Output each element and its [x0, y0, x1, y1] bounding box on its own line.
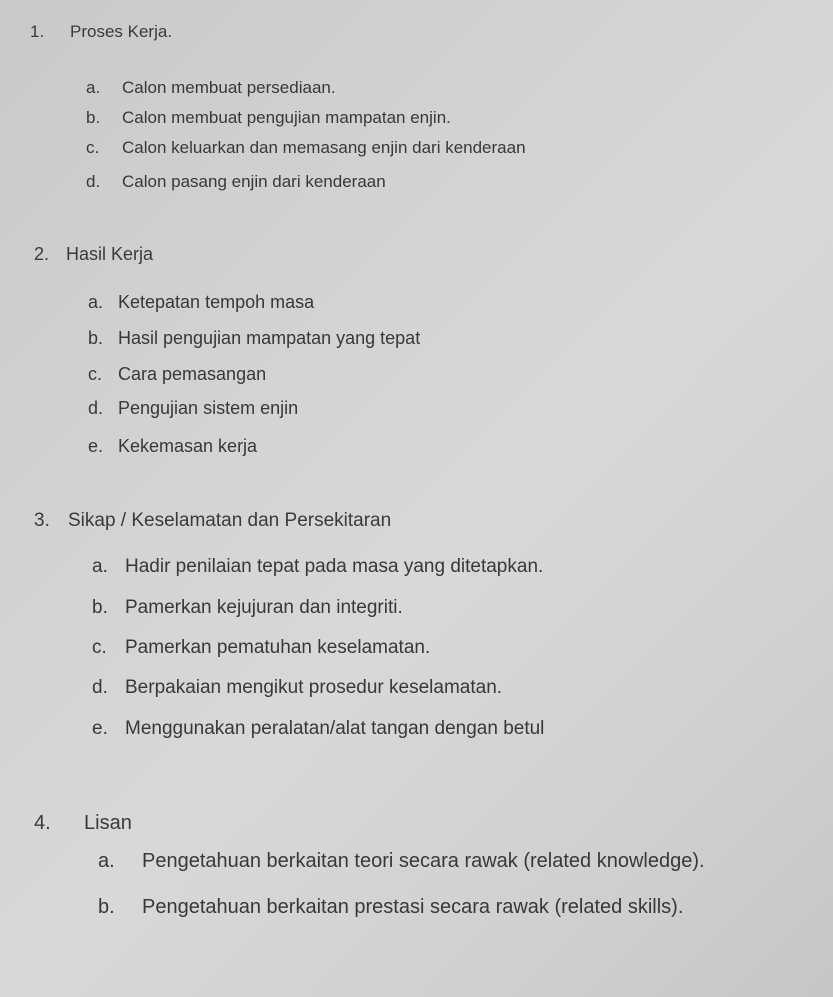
item-text: Pengetahuan berkaitan teori secara rawak (related knowledge).	[142, 850, 705, 872]
section-4-heading	[34, 812, 132, 835]
item-text: Calon pasang enjin dari kenderaan	[122, 172, 386, 191]
item-text: Pamerkan pematuhan keselamatan.	[125, 637, 431, 658]
item-letter: e.	[88, 436, 104, 456]
section-3-title: Sikap / Keselamatan dan Persekitaran	[68, 510, 392, 531]
section-2-item-d	[88, 398, 298, 419]
item-text: Cara pemasangan	[118, 364, 267, 384]
item-text: Pengetahuan berkaitan prestasi secara rawak (related skills).	[142, 896, 684, 918]
item-text: Hasil pengujian mampatan yang tepat	[118, 328, 421, 348]
section-1-item-c	[86, 138, 526, 158]
item-letter: d.	[88, 398, 104, 418]
item-letter: b.	[98, 896, 115, 918]
item-text: Calon membuat persediaan.	[122, 78, 336, 97]
section-3-item-b	[92, 597, 403, 619]
section-1-heading	[30, 22, 172, 42]
item-letter: b.	[88, 328, 104, 348]
item-letter: d.	[86, 172, 101, 191]
section-4-title: Lisan	[84, 812, 132, 834]
section-3-item-a	[92, 556, 543, 578]
section-1-item-b	[86, 108, 451, 128]
item-text: Berpakaian mengikut prosedur keselamatan.	[125, 677, 503, 698]
item-text: Kekemasan kerja	[118, 436, 258, 456]
section-1-number: 1.	[30, 22, 45, 41]
item-text: Menggunakan peralatan/alat tangan dengan betul	[125, 718, 545, 739]
item-letter: a.	[98, 850, 115, 872]
item-letter: a.	[86, 78, 101, 97]
item-text: Pengujian sistem enjin	[118, 398, 299, 418]
item-text: Calon membuat pengujian mampatan enjin.	[122, 108, 451, 127]
section-3-item-c	[92, 637, 430, 659]
item-letter: c.	[92, 637, 107, 658]
section-3-heading	[34, 510, 391, 532]
section-3-number: 3.	[34, 510, 50, 531]
item-letter: a.	[88, 292, 104, 312]
section-3-item-e	[92, 718, 544, 740]
item-letter: e.	[92, 718, 108, 739]
item-text: Hadir penilaian tepat pada masa yang ditetapkan.	[125, 556, 544, 577]
section-4-item-a	[98, 850, 705, 873]
item-letter: b.	[92, 597, 108, 618]
section-2-item-e	[88, 436, 257, 457]
section-3-item-d	[92, 677, 502, 699]
section-2-item-b	[88, 328, 420, 349]
item-text: Pamerkan kejujuran dan integriti.	[125, 597, 403, 618]
item-letter: c.	[86, 138, 100, 157]
item-letter: a.	[92, 556, 108, 577]
item-letter: d.	[92, 677, 108, 698]
section-4-item-b	[98, 896, 683, 919]
section-1-item-d	[86, 172, 386, 192]
section-1-title: Proses Kerja.	[70, 22, 173, 41]
item-text: Calon keluarkan dan memasang enjin dari kenderaan	[122, 138, 526, 157]
section-2-heading	[34, 244, 153, 265]
section-2-number: 2.	[34, 244, 50, 264]
section-2-item-a	[88, 292, 314, 313]
section-1-item-a	[86, 78, 336, 98]
item-text: Ketepatan tempoh masa	[118, 292, 315, 312]
item-letter: c.	[88, 364, 103, 384]
section-4-number: 4.	[34, 812, 51, 834]
section-2-item-c	[88, 364, 266, 385]
section-2-title: Hasil Kerja	[66, 244, 154, 264]
item-letter: b.	[86, 108, 101, 127]
